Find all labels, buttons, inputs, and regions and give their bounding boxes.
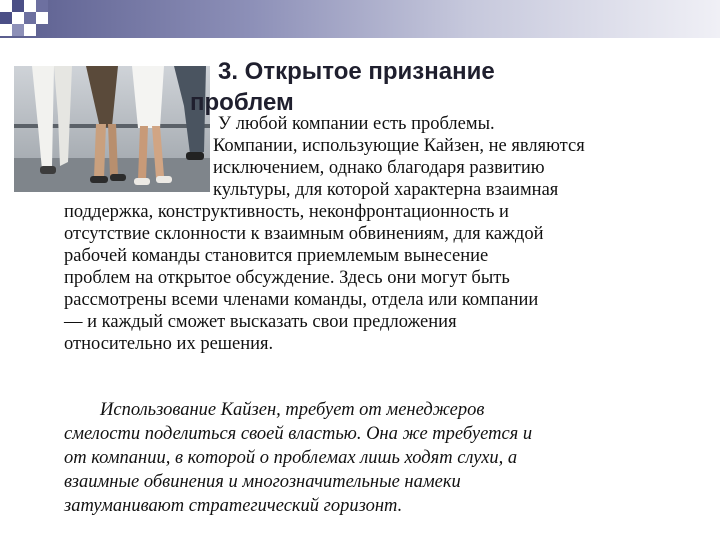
checker-square [36,12,48,24]
checker-square [36,0,48,12]
people-walking-photo [14,66,210,192]
paragraph-line: — и каждый сможет высказать свои предложения [64,312,457,332]
paragraph-line: У любой компании есть проблемы. [218,114,495,134]
paragraph-line: поддержка, конструктивность, неконфронтационность и [64,202,509,222]
title-line-1: 3. Открытое признание [218,58,495,85]
checker-decoration [0,0,720,38]
checker-square [12,24,24,36]
paragraph-line: рабочей команды становится приемлемым вынесение [64,246,489,266]
checker-square [12,0,24,12]
paragraph-line: рассмотрены всеми членами команды, отдела или компании [64,290,539,310]
checker-square [0,24,12,36]
paragraph-line: культуры, для которой характерна взаимная [213,180,559,200]
checker-square [24,0,36,12]
paragraph-line: отсутствие склонности к взаимным обвинениям, для каждой [64,224,544,244]
italic-line: Использование Кайзен, требует от менеджеров [100,400,485,420]
slide-title [190,56,698,119]
paragraph-line: Компании, использующие Кайзен, не являются [213,136,585,156]
italic-line: взаимные обвинения и многозначительные намеки [64,472,461,492]
checker-square [24,24,36,36]
paragraph-line: проблем на открытое обсуждение. Здесь они могут быть [64,268,510,288]
checker-square [12,12,24,24]
italic-line: смелости поделиться своей властью. Она же требуется и [64,424,533,444]
photo-illustration [14,66,210,192]
checker-square [0,12,12,24]
italic-line: от компании, в которой о проблемах лишь ходят слухи, а [64,448,518,468]
checker-square [24,12,36,24]
paragraph-line: относительно их решения. [64,334,274,354]
checker-square [0,0,12,12]
italic-line: затуманивают стратегический горизонт. [64,496,403,516]
title-line-2: проблем [190,89,294,116]
paragraph-line: исключением, однако благодаря развитию [213,158,545,178]
